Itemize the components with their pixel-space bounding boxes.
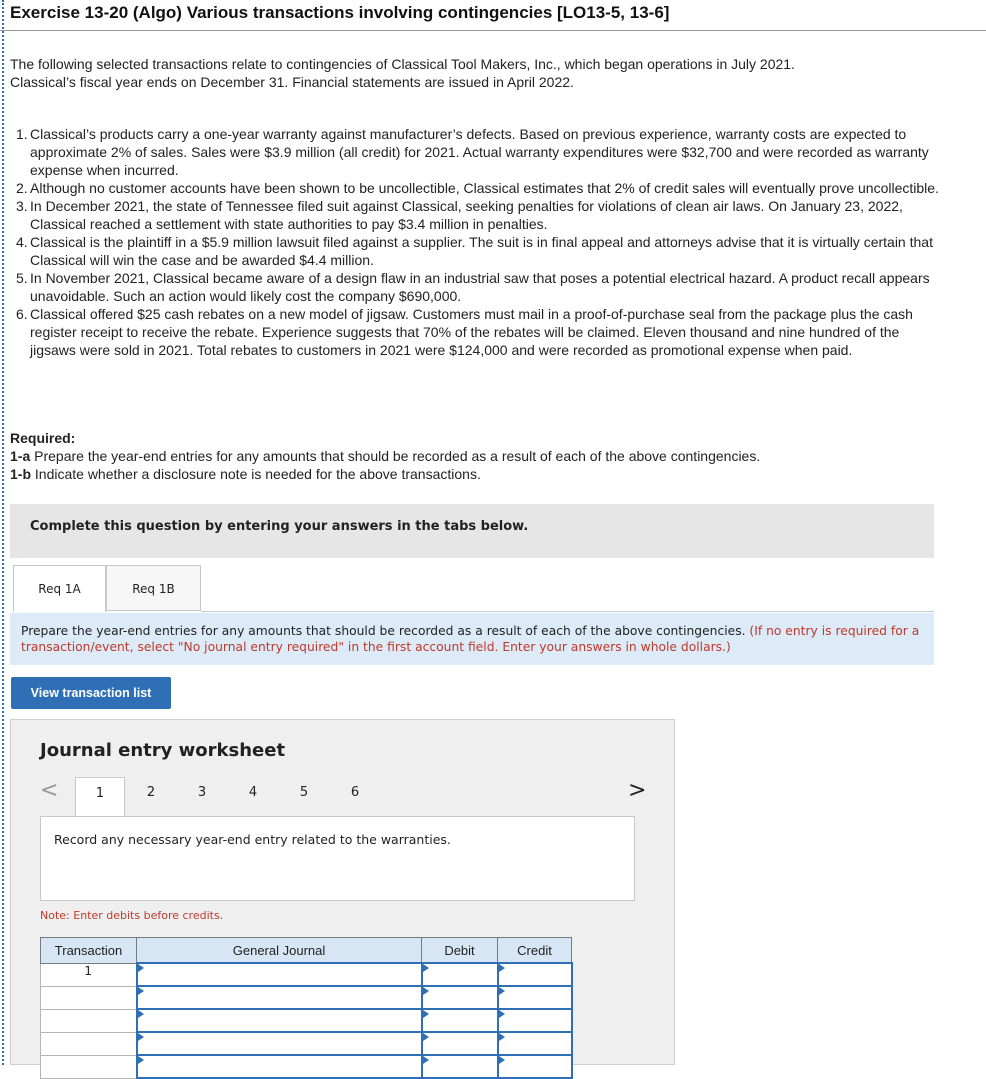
page-left-border [2, 0, 4, 1065]
instructions-banner-text: Complete this question by entering your answers in the tabs below. [30, 519, 529, 534]
item-number: 3. [16, 198, 28, 214]
required-section [10, 429, 760, 483]
req-1b-key: 1-b [10, 466, 31, 482]
item-number: 2. [16, 180, 28, 196]
chevron-right-icon[interactable]: > [628, 778, 647, 803]
credit-input[interactable] [498, 1055, 572, 1078]
list-item [10, 179, 945, 197]
list-item [10, 305, 945, 359]
item-text: Although no customer accounts have been shown to be uncollectible, Classical estimates that 2% of credit sales will eventually prove uncollectible. [30, 180, 939, 196]
req-1a-key: 1-a [10, 448, 31, 464]
tab-req-1a[interactable]: Req 1A [13, 565, 106, 612]
debit-input[interactable] [422, 1055, 498, 1078]
instruction-note: (If no entry is required for a transaction/event, select "No journal entry required" in the first account field. Enter your answers in whole dollars.) [21, 624, 920, 654]
item-number: 5. [16, 270, 28, 286]
worksheet-page-6[interactable]: 6 [350, 785, 360, 800]
worksheet-page-5[interactable]: 5 [299, 785, 309, 800]
item-text: In December 2021, the state of Tennessee filed suit against Classical, seeking penalties for violations of clean air laws. On January 23, 2022, Classical reached a settlement with state authorities to pay $3.4 million in penalties. [30, 198, 903, 232]
item-text: Classical offered $25 cash rebates on a new model of jigsaw. Customers must mail in a proof-of-purchase seal from the package plus the cash register receipt to receive the rebate. Experience suggests that 70% of the rebates will be claimed. Eleven thousand and nine hundred of the jigsaws were sold in 2021. Total rebates to customers in 2021 were $124,000 and were recorded as promotional expense when paid. [30, 306, 913, 358]
tab-req-1b[interactable]: Req 1B [106, 565, 201, 611]
table-row [41, 963, 572, 986]
list-item [10, 233, 945, 269]
debits-note: Note: Enter debits before credits. [40, 909, 224, 922]
transaction-cell [41, 1055, 137, 1078]
required-label: Required: [10, 430, 76, 446]
account-select[interactable] [137, 1032, 422, 1055]
intro-text [10, 55, 950, 91]
item-text: In November 2021, Classical became aware of a design flaw in an industrial saw that poses a potential electrical hazard. A product recall appears unavoidable. Such an action would likely cost the company $690,000. [30, 270, 930, 304]
table-row [41, 986, 572, 1009]
transaction-cell: 1 [41, 963, 137, 986]
debit-input[interactable] [422, 986, 498, 1009]
item-number: 4. [16, 234, 28, 250]
chevron-left-icon[interactable]: < [40, 778, 59, 803]
debit-input[interactable] [422, 1009, 498, 1032]
table-row [41, 1032, 572, 1055]
col-transaction: Transaction [41, 938, 137, 964]
entry-description-panel [40, 816, 635, 901]
item-text: Classical’s products carry a one-year warranty against manufacturer’s defects. Based on previous experience, warranty costs are expected to approximate 2% of sales. Sales were $3.9 million (all credit) for 2021. Actual warranty expenditures were $32,700 and were recorded as warranty expense when incurred. [30, 126, 929, 178]
credit-input[interactable] [498, 1009, 572, 1032]
list-item [10, 125, 945, 179]
item-number: 1. [16, 126, 28, 142]
list-item [10, 197, 945, 233]
worksheet-page-3[interactable]: 3 [197, 785, 207, 800]
title-divider [0, 30, 986, 31]
view-transaction-list-button[interactable]: View transaction list [11, 677, 171, 709]
account-select[interactable] [137, 1009, 422, 1032]
credit-input[interactable] [498, 986, 572, 1009]
item-text: Classical is the plaintiff in a $5.9 million lawsuit filed against a supplier. The suit is in final appeal and attorneys advise that it is virtually certain that Classical will win the case and be awarded $4.4 million. [30, 234, 933, 268]
journal-table [40, 937, 573, 1079]
table-row [41, 1055, 572, 1078]
list-item [10, 269, 945, 305]
instructions-banner [10, 504, 934, 558]
worksheet-page-1[interactable]: 1 [75, 777, 125, 818]
entry-description: Record any necessary year-end entry related to the warranties. [54, 832, 451, 847]
req-1a-text: Prepare the year-end entries for any amounts that should be recorded as a result of each of the above contingencies. [30, 448, 761, 464]
worksheet-title: Journal entry worksheet [40, 740, 286, 761]
instruction-text: Prepare the year-end entries for any amounts that should be recorded as a result of each of the above contingencies. [21, 624, 750, 638]
account-select[interactable] [137, 963, 422, 986]
account-select[interactable] [137, 986, 422, 1009]
transaction-cell [41, 1009, 137, 1032]
credit-input[interactable] [498, 1032, 572, 1055]
col-debit: Debit [422, 938, 498, 964]
tab-divider [201, 611, 934, 612]
page-title: Exercise 13-20 (Algo) Various transactions involving contingencies [LO13-5, 13-6] [10, 3, 670, 22]
intro-line-2: Classical’s fiscal year ends on December 31. Financial statements are issued in April 2022. [10, 74, 574, 90]
worksheet-page-2[interactable]: 2 [146, 785, 156, 800]
instruction-box [10, 613, 934, 665]
table-row [41, 1009, 572, 1032]
intro-line-1: The following selected transactions relate to contingencies of Classical Tool Makers, Inc., which began operations in July 2021. [10, 56, 795, 72]
worksheet-page-4[interactable]: 4 [248, 785, 258, 800]
debit-input[interactable] [422, 1032, 498, 1055]
credit-input[interactable] [498, 963, 572, 986]
col-credit: Credit [498, 938, 572, 964]
transaction-cell [41, 986, 137, 1009]
col-general-journal: General Journal [137, 938, 422, 964]
transaction-list [10, 125, 945, 359]
item-number: 6. [16, 306, 28, 322]
debit-input[interactable] [422, 963, 498, 986]
transaction-cell [41, 1032, 137, 1055]
req-1b-text: Indicate whether a disclosure note is needed for the above transactions. [31, 466, 481, 482]
account-select[interactable] [137, 1055, 422, 1078]
